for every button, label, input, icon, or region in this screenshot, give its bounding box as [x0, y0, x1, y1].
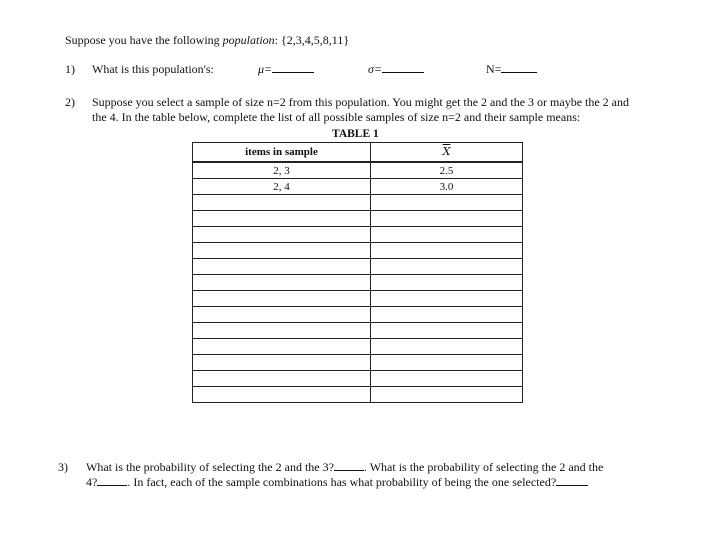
table-title: TABLE 1: [332, 128, 379, 140]
table-row: [193, 275, 523, 291]
table-row: [193, 195, 523, 211]
q2-line1: Suppose you select a sample of size n=2 from this population. You might get the 2 and the 3 or maybe the 2 and: [92, 95, 630, 109]
q3-blank-1[interactable]: [334, 460, 364, 471]
items-cell[interactable]: [193, 211, 371, 227]
items-cell[interactable]: [193, 323, 371, 339]
intro-text: Suppose you have the following population: {2,3,4,5,8,11}: [65, 33, 350, 47]
header-items: items in sample: [193, 143, 371, 163]
mean-cell[interactable]: [371, 339, 523, 355]
items-cell[interactable]: [193, 275, 371, 291]
items-cell[interactable]: [193, 307, 371, 323]
items-cell[interactable]: 2, 3: [193, 162, 371, 179]
items-cell[interactable]: [193, 339, 371, 355]
mean-cell[interactable]: [371, 243, 523, 259]
header-xbar: [371, 143, 523, 163]
table-row: [193, 162, 523, 179]
mean-cell[interactable]: [371, 211, 523, 227]
items-cell[interactable]: [193, 371, 371, 387]
items-cell[interactable]: [193, 291, 371, 307]
q1-text: What is this population's:: [92, 62, 214, 76]
sigma-blank[interactable]: [382, 62, 424, 73]
n-label: N=: [486, 62, 502, 76]
table-row: [193, 259, 523, 275]
table-row: [193, 211, 523, 227]
mean-cell[interactable]: 2.5: [371, 162, 523, 179]
items-cell[interactable]: [193, 227, 371, 243]
table-row: [193, 387, 523, 403]
sigma-field[interactable]: [368, 62, 424, 77]
mean-cell[interactable]: [371, 323, 523, 339]
mean-cell[interactable]: [371, 371, 523, 387]
q3-line2a: 4?: [86, 475, 98, 489]
mean-cell[interactable]: [371, 275, 523, 291]
table-row: [193, 179, 523, 195]
table-row: [193, 243, 523, 259]
items-cell[interactable]: [193, 195, 371, 211]
mean-cell[interactable]: [371, 227, 523, 243]
mean-cell[interactable]: [371, 291, 523, 307]
table-row: [193, 307, 523, 323]
table-row: [193, 227, 523, 243]
q1-number: 1): [65, 62, 75, 76]
q3-line1: [86, 460, 603, 475]
table-row: [193, 291, 523, 307]
n-blank[interactable]: [501, 62, 537, 73]
items-cell[interactable]: [193, 259, 371, 275]
q3-line1a: What is the probability of selecting the 2 and the 3?: [86, 460, 334, 474]
mean-cell[interactable]: [371, 355, 523, 371]
q3-blank-2[interactable]: [97, 475, 127, 486]
q3-line2b: . In fact, each of the sample combinations has what probability of being the one selected?: [127, 475, 557, 489]
table-row: [193, 355, 523, 371]
q2-line2: the 4. In the table below, complete the list of all possible samples of size n=2 and their sample means:: [92, 110, 581, 124]
items-cell[interactable]: 2, 4: [193, 179, 371, 195]
xbar-symbol: $\overline{X}$: [442, 145, 451, 158]
q3-number: 3): [58, 460, 68, 474]
items-cell[interactable]: [193, 243, 371, 259]
table-row: [193, 371, 523, 387]
sigma-label: σ=: [368, 62, 383, 76]
mean-cell[interactable]: [371, 387, 523, 403]
table-row: [193, 323, 523, 339]
items-cell[interactable]: [193, 355, 371, 371]
q3-line1b: . What is the probability of selecting the 2 and the: [363, 460, 604, 474]
mu-label: μ=: [258, 62, 273, 76]
mean-cell[interactable]: [371, 307, 523, 323]
mean-cell[interactable]: [371, 195, 523, 211]
mu-blank[interactable]: [272, 62, 314, 73]
q3-blank-3[interactable]: [556, 475, 588, 486]
items-cell[interactable]: [193, 387, 371, 403]
mean-cell[interactable]: [371, 259, 523, 275]
table-row: [193, 339, 523, 355]
q2-number: 2): [65, 95, 75, 109]
n-field[interactable]: [486, 62, 537, 77]
q3-line2: [86, 475, 588, 490]
table-header-row: [193, 143, 523, 163]
mean-cell[interactable]: 3.0: [371, 179, 523, 195]
mu-field[interactable]: [258, 62, 314, 77]
samples-table: [192, 142, 523, 403]
